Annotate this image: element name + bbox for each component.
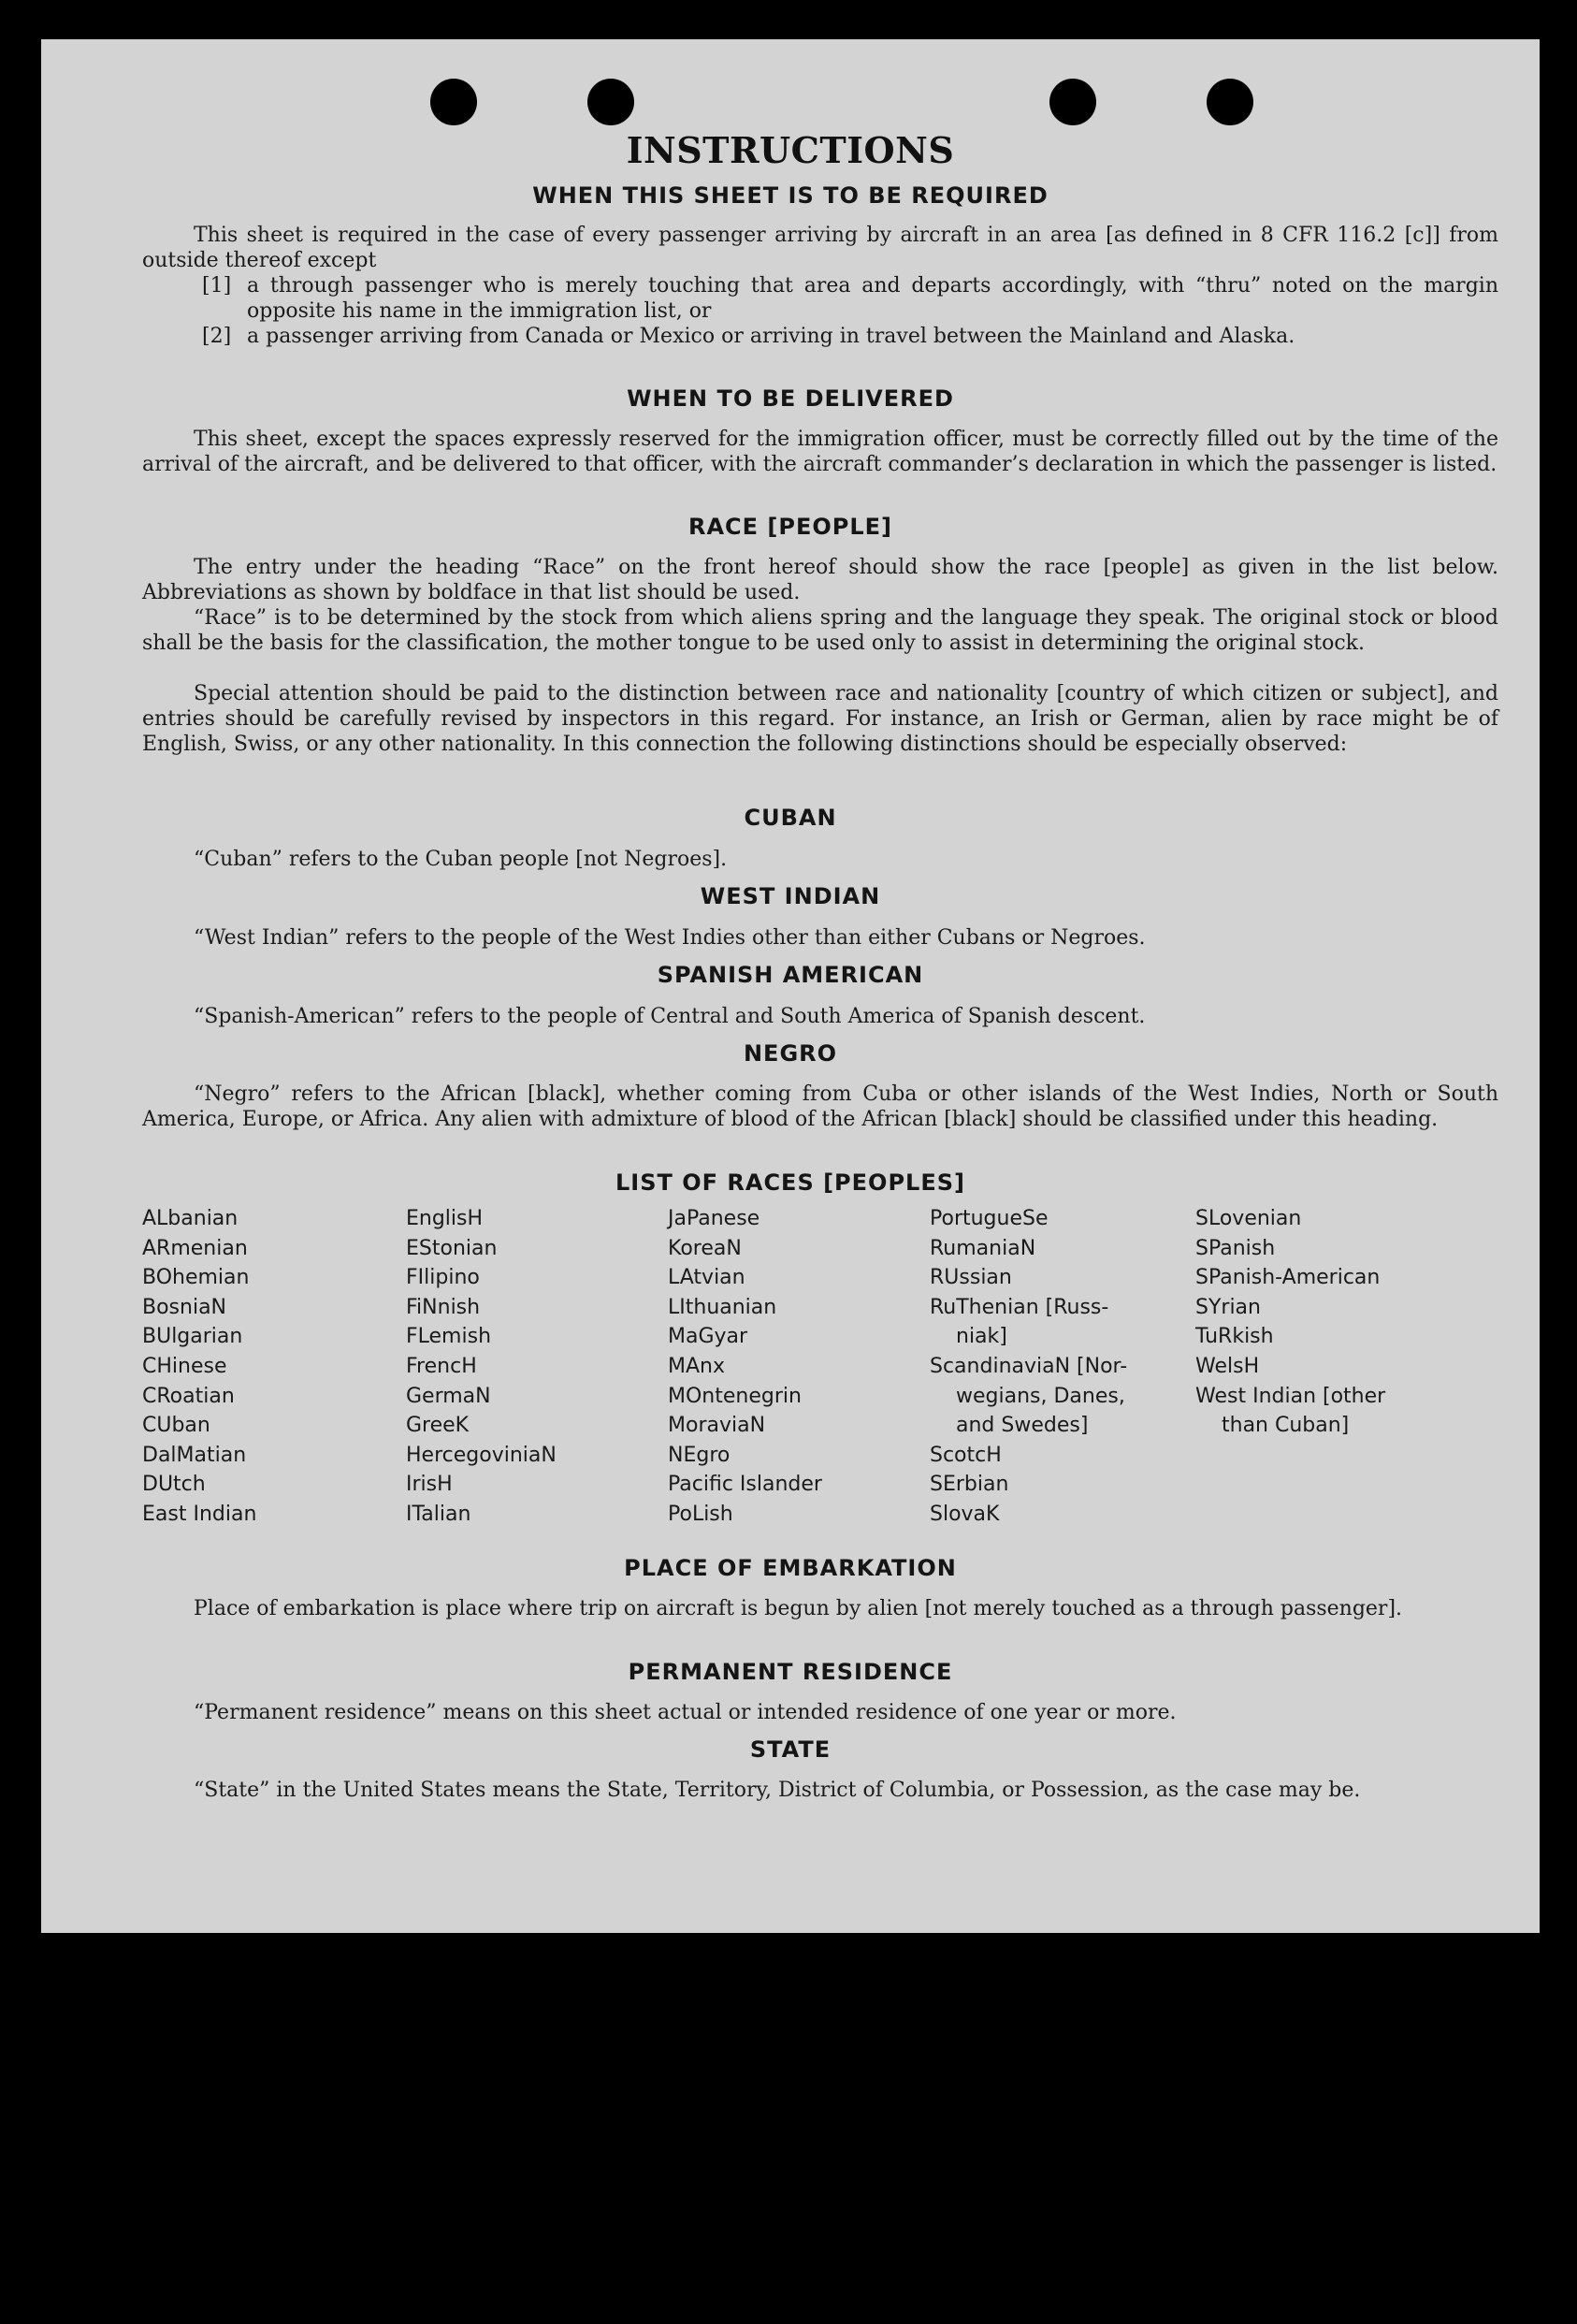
race-item: ITalian bbox=[406, 1502, 471, 1526]
race-item: BOhemian bbox=[142, 1266, 250, 1290]
document-page bbox=[41, 39, 1540, 1933]
race-item: East Indian bbox=[142, 1502, 257, 1526]
item-text: a through passenger who is merely touching that area and departs accordingly, with “thru” noted on the margin opposite his name in the immigration list, or bbox=[247, 274, 1498, 323]
race-item: FLemish bbox=[406, 1325, 492, 1349]
race-item: CHinese bbox=[142, 1354, 227, 1378]
list-item bbox=[202, 273, 1498, 324]
punch-hole bbox=[430, 79, 477, 125]
race-item: ScotcH bbox=[930, 1443, 1002, 1467]
race-item: JaPanese bbox=[668, 1207, 760, 1230]
race-item: IrisH bbox=[406, 1473, 453, 1497]
paragraph-when-required: This sheet is required in the case of every passenger arriving by aircraft in an area [as defined in 8 CFR 116.2 [c]] from outside thereof except bbox=[142, 224, 1498, 272]
race-item: MoraviaN bbox=[668, 1414, 766, 1438]
race-item: NEgro bbox=[668, 1443, 731, 1467]
race-item: DUtch bbox=[142, 1473, 206, 1497]
races-column bbox=[142, 1204, 256, 1530]
race-item: RUssian bbox=[930, 1266, 1012, 1290]
race-item: LAtvian bbox=[668, 1266, 745, 1290]
race-item: LIthuanian bbox=[668, 1295, 777, 1319]
item-number: [2] bbox=[202, 325, 232, 348]
race-item: CRoatian bbox=[142, 1384, 235, 1408]
race-item: WelsH bbox=[1195, 1354, 1260, 1378]
paragraph-residence: “Permanent residence” means on this sheet actual or intended residence of one year or more. bbox=[194, 1701, 1177, 1724]
race-item: BosniaN bbox=[142, 1295, 227, 1319]
punch-hole bbox=[1049, 79, 1096, 125]
race-item: SErbian bbox=[930, 1473, 1009, 1497]
race-item: GermaN bbox=[406, 1384, 491, 1408]
heading-negro: NEGRO bbox=[743, 1040, 838, 1067]
paragraph-west-indian: “West Indian” refers to the people of the West Indies other than either Cubans or Negroes. bbox=[194, 926, 1146, 950]
race-item: TuRkish bbox=[1195, 1325, 1274, 1349]
race-item: MAnx bbox=[668, 1354, 725, 1378]
races-column bbox=[668, 1204, 822, 1530]
punch-hole bbox=[587, 79, 634, 125]
race-item: SPanish bbox=[1195, 1236, 1276, 1260]
races-column bbox=[1195, 1204, 1385, 1441]
heading-west-indian: WEST INDIAN bbox=[700, 883, 881, 909]
race-item: MOntenegrin bbox=[668, 1384, 802, 1408]
paragraph-embarkation: Place of embarkation is place where trip on aircraft is begun by alien [not merely touched as a through passenger]. bbox=[194, 1597, 1403, 1620]
item-number: [1] bbox=[202, 274, 232, 298]
heading-cuban: CUBAN bbox=[744, 805, 837, 831]
heading-when-required: WHEN THIS SHEET IS TO BE REQUIRED bbox=[532, 182, 1049, 209]
heading-residence: PERMANENT RESIDENCE bbox=[628, 1659, 953, 1685]
paragraph-cuban: “Cuban” refers to the Cuban people [not Negroes]. bbox=[194, 848, 728, 871]
paragraph-race-2: “Race” is to be determined by the stock from which aliens spring and the language they speak. The original stock or blood shall be the basis for the classification, the mother tongue to be used only to assist in determining the original stock. bbox=[142, 606, 1498, 655]
race-item: ALbanian bbox=[142, 1207, 239, 1230]
race-item: ScandinaviaN [Nor- bbox=[930, 1354, 1128, 1378]
heading-spanish-american: SPANISH AMERICAN bbox=[657, 962, 924, 988]
race-item: MaGyar bbox=[668, 1325, 748, 1349]
paragraph-race-1: The entry under the heading “Race” on the front hereof should show the race [people] as given in the list below. Abbreviations as shown by boldface in that list should be used. bbox=[142, 556, 1498, 604]
paragraph-race-3: Special attention should be paid to the distinction between race and nationality [country of which citizen or subject], and entries should be carefully revised by inspectors in this regard. For instance, an Irish or German, alien by race might be of English, Swiss, or any other nationality. In this connection the following distinctions should be especially observed: bbox=[142, 682, 1498, 756]
punch-hole bbox=[1207, 79, 1253, 125]
race-item: HercegoviniaN bbox=[406, 1443, 557, 1467]
race-item: ARmenian bbox=[142, 1236, 248, 1260]
race-item: FIlipino bbox=[406, 1266, 480, 1290]
race-item: FiNnish bbox=[406, 1295, 481, 1319]
race-item: SYrian bbox=[1195, 1295, 1261, 1319]
paragraph-when-delivered: This sheet, except the spaces expressly reserved for the immigration officer, must be correctly filled out by the time of the arrival of the aircraft, and be delivered to that officer, with the aircraft commander’s declaration in which the passenger is listed. bbox=[142, 428, 1498, 476]
race-item: BUlgarian bbox=[142, 1325, 243, 1349]
race-item: FrencH bbox=[406, 1354, 477, 1378]
race-item: Pacific Islander bbox=[668, 1473, 822, 1497]
race-item: CUban bbox=[142, 1414, 210, 1438]
paragraph-spanish-american: “Spanish-American” refers to the people of Central and South America of Spanish descent. bbox=[194, 1005, 1146, 1028]
heading-state: STATE bbox=[749, 1736, 832, 1763]
race-item: SlovaK bbox=[930, 1502, 1000, 1526]
race-item: niak] bbox=[956, 1325, 1007, 1349]
race-item: KoreaN bbox=[668, 1236, 742, 1260]
race-item: EStonian bbox=[406, 1236, 498, 1260]
item-text: a passenger arriving from Canada or Mexico or arriving in travel between the Mainland and Alaska. bbox=[247, 325, 1295, 348]
heading-when-delivered: WHEN TO BE DELIVERED bbox=[627, 385, 954, 412]
heading-embarkation: PLACE OF EMBARKATION bbox=[624, 1555, 957, 1581]
paragraph-negro: “Negro” refers to the African [black], whether coming from Cuba or other islands of the West Indies, North or South America, Europe, or Africa. Any alien with admixture of blood of the African [black] should be classified under this heading. bbox=[142, 1082, 1498, 1131]
heading-race: RACE [PEOPLE] bbox=[687, 514, 893, 540]
list-item bbox=[202, 324, 1498, 349]
race-item: and Swedes] bbox=[956, 1414, 1089, 1438]
race-item: wegians, Danes, bbox=[956, 1384, 1125, 1408]
race-item: RumaniaN bbox=[930, 1236, 1036, 1260]
race-item: SLovenian bbox=[1195, 1207, 1302, 1230]
race-item: than Cuban] bbox=[1222, 1414, 1350, 1438]
races-column bbox=[930, 1204, 1127, 1530]
race-item: PortugueSe bbox=[930, 1207, 1049, 1230]
paragraph-state: “State” in the United States means the State, Territory, District of Columbia, or Possession, as the case may be. bbox=[194, 1779, 1361, 1802]
page-title: INSTRUCTIONS bbox=[626, 129, 955, 171]
race-item: PoLish bbox=[668, 1502, 733, 1526]
heading-list-of-races: LIST OF RACES [PEOPLES] bbox=[615, 1169, 965, 1196]
race-item: West Indian [other bbox=[1195, 1384, 1386, 1408]
race-item: SPanish-American bbox=[1195, 1266, 1381, 1290]
race-item: GreeK bbox=[406, 1414, 470, 1438]
races-column bbox=[406, 1204, 557, 1530]
race-item: RuThenian [Russ- bbox=[930, 1295, 1109, 1319]
race-item: EnglisH bbox=[406, 1207, 484, 1230]
race-item: DalMatian bbox=[142, 1443, 247, 1467]
